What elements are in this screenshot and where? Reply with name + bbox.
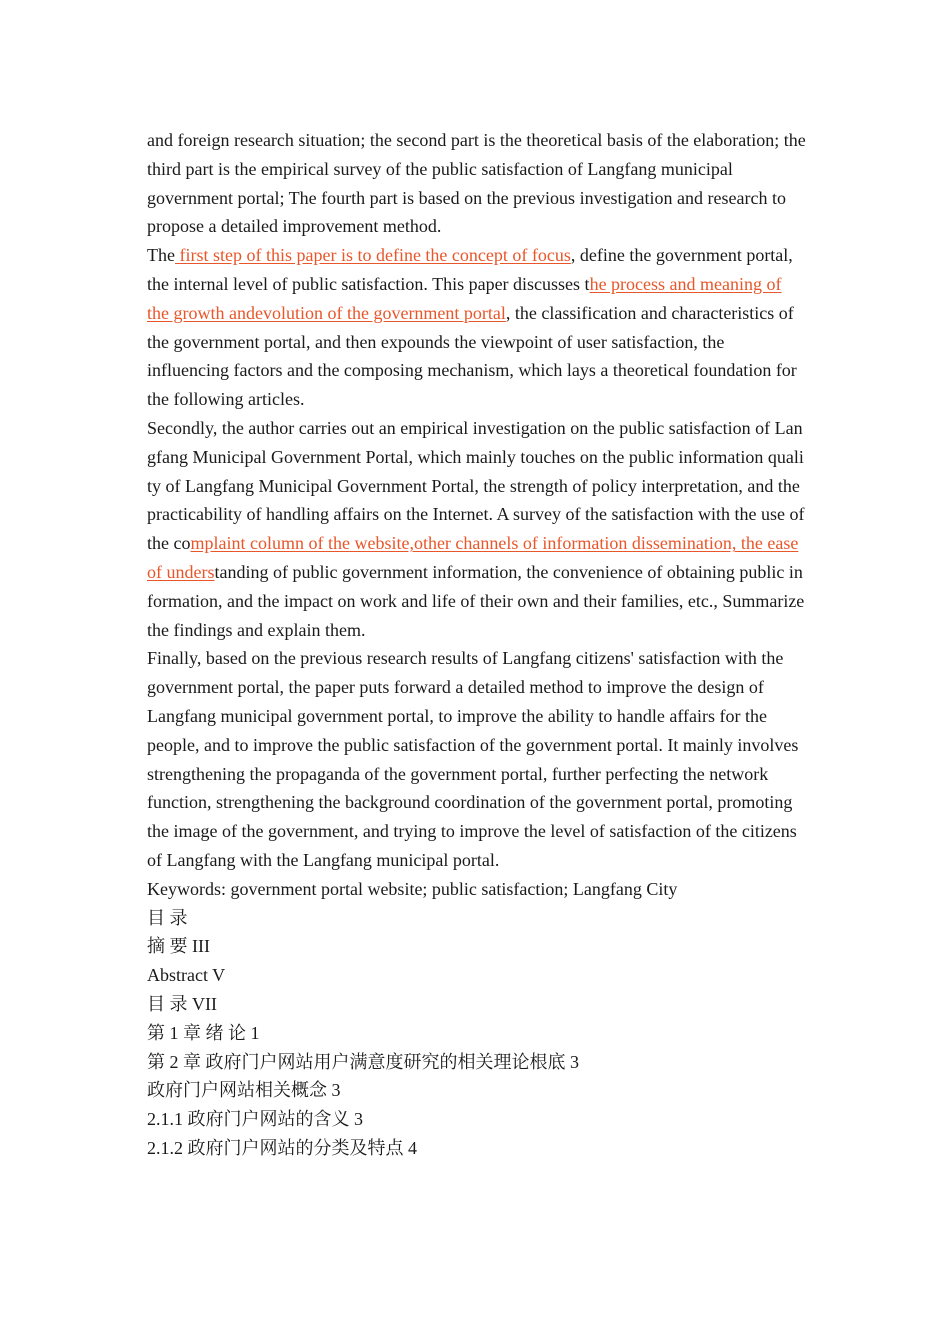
toc-item-section-2-1-1[interactable]: 2.1.1 政府门户网站的含义 3 <box>147 1109 363 1130</box>
abstract-paragraph-2 <box>147 241 807 414</box>
p2-text-a: The <box>147 245 175 266</box>
toc-item-section-2-1-2[interactable]: 2.1.2 政府门户网站的分类及特点 4 <box>147 1137 417 1158</box>
toc-item-chapter-1[interactable]: 第 1 章 绪 论 1 <box>147 1022 260 1043</box>
p2-text-c: , define the government portal, the internal level of public satisfaction. This paper discusses t <box>147 245 793 294</box>
toc-item-abstract-cn[interactable]: 摘 要 III <box>147 936 210 957</box>
p2-highlight-focus: first step of this paper is to define the concept of focus <box>174 245 571 266</box>
document-page <box>147 126 807 1163</box>
keywords-line: Keywords: government portal website; public satisfaction; Langfang City <box>147 878 678 899</box>
toc-item-section-2-1[interactable]: 政府门户网站相关概念 3 <box>147 1080 341 1101</box>
toc-item-abstract-en[interactable]: Abstract V <box>147 965 226 986</box>
p2-highlight-evolution: he process and meaning of the growth andevolution of the government portal <box>147 273 782 323</box>
abstract-paragraph-3 <box>147 414 807 644</box>
toc-item-contents[interactable]: 目 录 VII <box>147 993 217 1014</box>
abstract-paragraph-4: Finally, based on the previous research results of Langfang citizens' satisfaction with the government portal, the paper puts forward a detailed method to improve the design of Langfang municipal government portal, to improve the ability to handle affairs for the people, and to improve the public satisfaction of the government portal. It mainly involves strengthening the propaganda of the government portal, further perfecting the network function, strengthening the background coordination of the government portal, promoting the image of the government, and trying to improve the level of satisfaction of the citizens of Langfang with the Langfang municipal portal. <box>147 648 799 870</box>
p2-text-e: , the classification and characteristics of the government portal, and then expounds the viewpoint of user satisfaction, the influencing factors and the composing mechanism, which lays a theoretical foundation for the following articles. <box>147 302 797 410</box>
toc-heading: 目 录 <box>147 907 188 928</box>
p3-highlight-complaint: mplaint column of the website,other channels of information dissemination, the ease of unders <box>147 533 799 582</box>
toc-item-chapter-2[interactable]: 第 2 章 政府门户网站用户满意度研究的相关理论根底 3 <box>147 1051 579 1072</box>
p3-text-a: Secondly, the author carries out an empirical investigation on the public satisfaction of Langfang Municipal Government Portal, which mainly touches on the public information quality of Langfang Municipal Government Portal, the strength of policy interpretation, and the practicability of handling affairs on the Internet. A survey of the satisfaction with the use of the co <box>147 417 805 554</box>
abstract-paragraph-1: and foreign research situation; the second part is the theoretical basis of the elaboration; the third part is the empirical survey of the public satisfaction of Langfang municipal government portal; The fourth part is based on the previous investigation and research to propose a detailed improvement method. <box>147 130 806 237</box>
p3-text-c: tanding of public government information, the convenience of obtaining public information, and the impact on work and life of their own and their families, etc., Summarize the findings and explain them. <box>147 561 805 640</box>
